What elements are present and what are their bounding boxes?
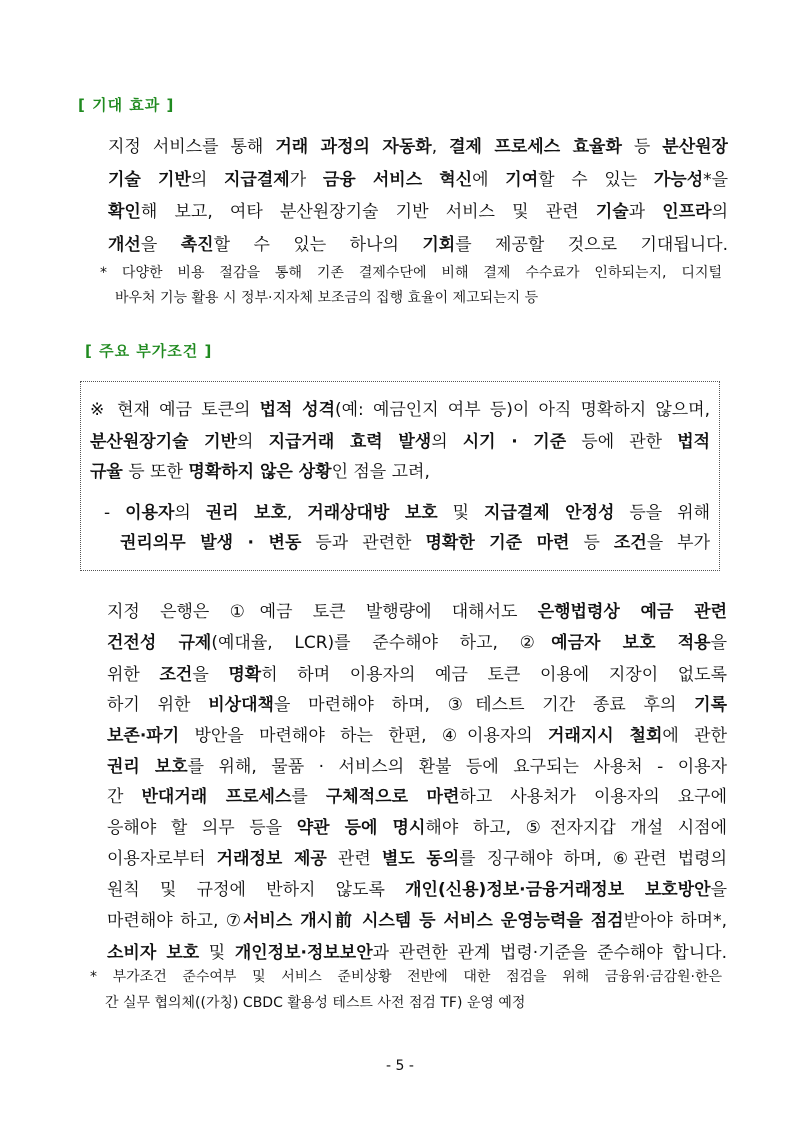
text: 을 마련해야 하며, ③테스트 기간 종료 후의 <box>273 695 695 715</box>
bold-text: 보존·파기 <box>107 726 180 746</box>
bold-text: 거래 과정의 자동화 <box>275 137 432 157</box>
text: 에 관한 <box>662 726 727 746</box>
text: (예대율, LCR)를 준수해야 하고, ② <box>211 633 552 653</box>
text: 을 <box>710 880 727 900</box>
bold-text: 법적 성격 <box>259 400 335 420</box>
text-line <box>107 940 727 966</box>
text-line <box>107 784 727 810</box>
text: 과 관련한 관계 법령·기준을 준수해야 합니다. <box>372 943 727 963</box>
text: 할 수 있는 <box>538 170 654 190</box>
text: 및 <box>437 503 485 523</box>
bold-text: 기술 기반 <box>108 170 191 190</box>
text: 등과 관련한 <box>301 533 426 553</box>
text: ※ 현재 예금 토큰의 <box>90 400 260 420</box>
bold-text: 분산원장기술 기반 <box>90 432 238 452</box>
bold-text: 권리 보호 <box>107 757 188 777</box>
bold-text: 소비자 보호 <box>107 943 200 963</box>
text: - <box>104 503 126 523</box>
text: 에 <box>472 170 506 190</box>
bold-text: 명확 <box>228 665 262 685</box>
text-line <box>108 199 728 225</box>
text-line <box>104 500 710 526</box>
text: 위한 <box>107 665 160 685</box>
bold-text: 건전성 규제 <box>107 633 212 653</box>
text-line <box>107 846 727 872</box>
text: 지정 은행은 ①예금 토큰 발행량에 대해서도 <box>107 602 538 622</box>
bold-text: 결제 프로세스 효율화 <box>449 137 622 157</box>
bold-text: 이용자 <box>125 503 175 523</box>
text: 등에 관한 <box>566 432 678 452</box>
text: 할 수 있는 하나의 <box>213 235 423 255</box>
bold-text: 개선 <box>108 235 141 255</box>
bold-text: 인프라 <box>662 202 712 222</box>
text: 의 <box>174 503 206 523</box>
bold-text: 별도 동의 <box>381 849 460 869</box>
bold-text: 서비스 개시前 시스템 등 서비스 운영능력을 점검 <box>243 911 624 931</box>
text: *을 <box>703 170 728 190</box>
text-line <box>108 232 728 258</box>
text: 을 <box>192 665 229 685</box>
footnote-line: * 다양한 비용 절감을 통해 기존 결제수단에 비해 결제 수수료가 인하되는지, 디지털 <box>100 265 722 281</box>
text: 등을 위해 <box>614 503 710 523</box>
bold-text: 확인 <box>108 202 141 222</box>
footnote-line: 바우처 기능 활용 시 정부·지자체 보조금의 집행 효율이 제고되는지 등 <box>115 290 539 306</box>
bold-text: 지급결제 안정성 <box>484 503 615 523</box>
text: 의 <box>190 170 224 190</box>
text-line <box>107 908 727 934</box>
text: 원칙 및 규정에 반하지 않도록 <box>107 880 406 900</box>
text-line <box>90 459 430 485</box>
bold-text: 개인(신용)정보·금융거래정보 보호방안 <box>405 880 711 900</box>
bold-text: 은행법령상 예금 관련 <box>537 602 727 622</box>
text: 를 징구해야 하며, ⑥관련 법령의 <box>459 849 727 869</box>
text: 응해야 할 의무 등을 <box>107 818 297 838</box>
bold-text: 조건 <box>159 665 193 685</box>
text: 마련해야 하고, ⑦ <box>107 911 243 931</box>
bold-text: 기술 <box>595 202 629 222</box>
footnote-line: 간 실무 협의체((가칭) CBDC 활용성 테스트 사전 점검 TF) 운영 예정 <box>105 995 526 1011</box>
text: 을 부가 <box>646 533 710 553</box>
bold-text: 거래정보 제공 <box>216 849 327 869</box>
bold-text: 권리 보호 <box>205 503 287 523</box>
bold-text: 촉진 <box>180 235 214 255</box>
text-line <box>107 630 727 656</box>
text: 방안을 마련해야 하는 한편, ④이용자의 <box>179 726 549 746</box>
text-line <box>90 397 710 423</box>
bold-text: 명확한 기준 마련 <box>425 533 570 553</box>
bold-text: 예금자 보호 적용 <box>551 633 711 653</box>
text: 의 <box>237 432 269 452</box>
bold-text: 거래지시 철회 <box>548 726 663 746</box>
text: 등 또한 <box>122 462 189 482</box>
text: 등 <box>621 137 663 157</box>
bold-text: 구체적으로 마련 <box>325 787 460 807</box>
text: 이용자로부터 <box>107 849 217 869</box>
bold-text: 기회 <box>422 235 456 255</box>
bold-text: 법적 <box>677 432 710 452</box>
text: 등 <box>569 533 614 553</box>
text: 의 <box>431 432 463 452</box>
bold-text: 기여 <box>505 170 539 190</box>
bold-text: 시기 · 기준 <box>462 432 567 452</box>
bold-text: 지급결제 <box>224 170 290 190</box>
text: 관련 <box>326 849 382 869</box>
text: 과 <box>628 202 663 222</box>
bold-text: 조건 <box>613 533 647 553</box>
text-line <box>107 815 727 841</box>
bold-text: 반대거래 프로세스 <box>141 787 292 807</box>
text-line <box>120 530 710 556</box>
text: , <box>286 503 308 523</box>
text: 를 제공할 것으로 기대됩니다. <box>455 235 728 255</box>
text-line <box>107 754 727 780</box>
text: 히 하며 이용자의 예금 토큰 이용에 지장이 없도록 <box>261 665 727 685</box>
text: 을 <box>710 633 727 653</box>
section-heading-expected-effects: [ 기대 효과 ] <box>78 96 175 114</box>
text: 및 <box>199 943 235 963</box>
bold-text: 규율 <box>90 462 123 482</box>
text: , <box>431 137 450 157</box>
text: 을 <box>140 235 181 255</box>
text: 받아야 하며*, <box>623 911 727 931</box>
bold-text: 개인정보·정보보안 <box>234 943 373 963</box>
footnote-line: * 부가조건 준수여부 및 서비스 준비상황 전반에 대한 점검을 위해 금융위·금감원·한은 <box>90 969 722 985</box>
text: (예: 예금인지 여부 등)이 아직 명확하지 않으며, <box>335 400 710 420</box>
bold-text: 약관 등에 명시 <box>296 818 426 838</box>
text: 가 <box>289 170 323 190</box>
text-line <box>108 134 728 160</box>
text-line <box>107 599 727 625</box>
bold-text: 권리의무 발생 · 변동 <box>120 533 302 553</box>
bold-text: 지급거래 효력 발생 <box>268 432 432 452</box>
text: 해야 하고, ⑤전자지갑 개설 시점에 <box>425 818 727 838</box>
bold-text: 비상대책 <box>208 695 274 715</box>
text: 인 점을 고려, <box>331 462 430 482</box>
text: 를 <box>291 787 326 807</box>
text: 의 <box>711 202 728 222</box>
page-number: - 5 - <box>386 1058 414 1074</box>
text: 지정 서비스를 통해 <box>108 137 276 157</box>
text: 간 <box>107 787 142 807</box>
bold-text: 금융 서비스 혁신 <box>322 170 473 190</box>
text: 하기 위한 <box>107 695 209 715</box>
text-line <box>107 692 727 718</box>
text: 해 보고, 여타 분산원장기술 기반 서비스 및 관련 <box>140 202 596 222</box>
bold-text: 기록 <box>694 695 727 715</box>
bold-text: 명확하지 않은 상황 <box>188 462 332 482</box>
text-line <box>107 662 727 688</box>
text-line <box>90 429 710 455</box>
bold-text: 거래상대방 보호 <box>307 503 438 523</box>
text-line <box>107 877 727 903</box>
bold-text: 가능성 <box>653 170 704 190</box>
text-line <box>108 167 728 193</box>
section-heading-conditions: [ 주요 부가조건 ] <box>85 342 213 360</box>
text: 를 위해, 물품 · 서비스의 환불 등에 요구되는 사용처 - 이용자 <box>187 757 727 777</box>
bold-text: 분산원장 <box>662 137 728 157</box>
text-line <box>107 723 727 749</box>
text: 하고 사용처가 이용자의 요구에 <box>459 787 727 807</box>
